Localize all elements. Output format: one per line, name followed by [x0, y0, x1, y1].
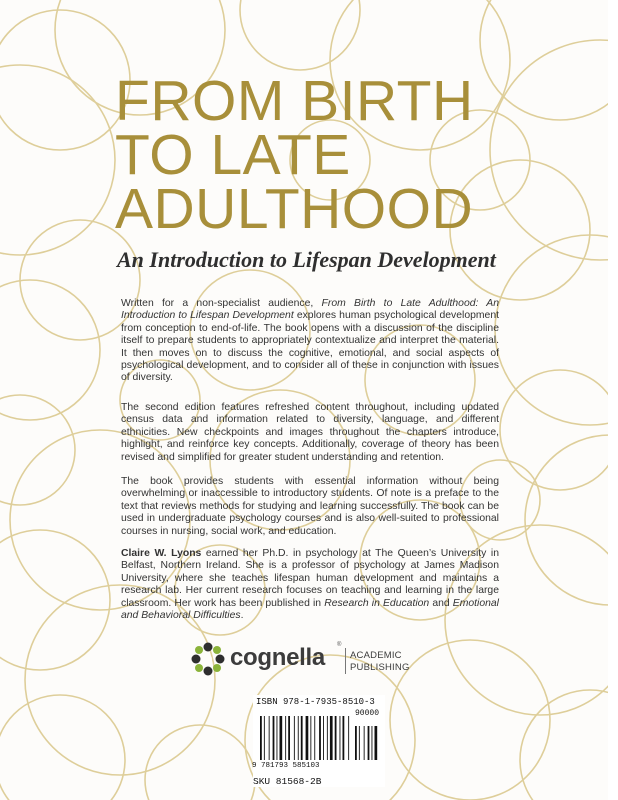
barcode-bar [260, 716, 262, 760]
blurb-paragraph-3: The book provides students with essential information without being overwhelming or inaccessible to introductory students. Of note is a preface to the text that reviews methods for studying and learning successfully. The book can be used in undergraduate psychology courses and is also well-suited to professional courses in nursing, social work, and education. [121, 476, 499, 537]
isbn-label: ISBN 978-1-7935-8510-3 [256, 697, 375, 707]
barcode-bar [306, 716, 309, 760]
barcode-bar [364, 726, 365, 760]
barcode-bar [375, 726, 378, 760]
barcode-bar [288, 716, 290, 760]
author-name: Claire W. Lyons [121, 548, 202, 559]
barcode-bar [264, 716, 265, 760]
book-title-line-2: TO LATE [115, 123, 351, 187]
blurb-paragraph-1: Written for a non-specialist audience, From Birth to Late Adulthood: An Introduction to Lifespan Development explores human psychological development from conception to end-of-life. The book opens with a discussion of the discipline itself to prepare students to appropriately contextualize and interpret the material. It then moves on to discuss the cognitive, emotional, and social aspects of psychological development, and to consider all of these in conjunction with issues of diversity. [121, 298, 499, 384]
cognella-flower-icon [190, 641, 226, 677]
barcode-bar [280, 716, 283, 760]
barcode-bar [348, 716, 349, 760]
publisher-name: cognella [230, 644, 325, 671]
barcode-bar [330, 716, 333, 760]
barcode-bar [298, 716, 299, 760]
barcode-bar [327, 716, 328, 760]
blurb-paragraph-2: The second edition features refreshed content throughout, including updated census data and information related to diversity, language, and different ethnicities. New checkpoints and images throughout the chapters introduce, highlight, and reinforce key concepts. Additionally, coverage of theory has been revised and simplified for greater student understanding and retention. [121, 402, 499, 463]
publisher-logo [190, 638, 450, 682]
book-title-line-1: FROM BIRTH [115, 69, 474, 133]
publisher-divider [345, 648, 346, 674]
barcode-bar [273, 716, 275, 760]
sku-label: SKU 81568-2B [253, 776, 322, 787]
barcode-bar [340, 716, 341, 760]
barcode-bar [285, 716, 286, 760]
price-code: 90000 [355, 709, 380, 718]
barcode-bar [368, 726, 370, 760]
barcode-bar [319, 716, 321, 760]
barcode-bars [258, 716, 382, 762]
author-bio: Claire W. Lyons earned her Ph.D. in psychology at The Queen’s University in Belfast, Northern Ireland. She is a professor of psychology at James Madison University, where she teaches lifespan human development and maintains a research lab. Her current research focuses on teaching and learning in the large classroom. Her work has been published in Research in Education and Emotional and Behavioral Difficulties. [121, 548, 499, 622]
publisher-division-line-1: ACADEMIC [350, 650, 402, 661]
barcode-bar [294, 716, 295, 760]
book-title-line-3: ADULTHOOD [115, 177, 474, 241]
barcode-digits: 9 781793 585103 [252, 762, 320, 770]
barcode-bar [314, 716, 315, 760]
barcode-bar [343, 716, 345, 760]
page-edge [608, 0, 618, 800]
barcode-bar [323, 716, 324, 760]
barcode-bar [269, 716, 270, 760]
barcode-bar [335, 716, 337, 760]
book-subtitle: An Introduction to Lifespan Development [117, 247, 496, 272]
barcode-bar [277, 716, 278, 760]
registered-mark: ® [337, 642, 342, 648]
barcode-bar [310, 716, 311, 760]
barcode-bar [359, 726, 360, 760]
barcode-bar [372, 726, 373, 760]
barcode-bar [355, 726, 357, 760]
barcode-bar [301, 716, 303, 760]
publisher-division-line-2: PUBLISHING [350, 662, 410, 673]
